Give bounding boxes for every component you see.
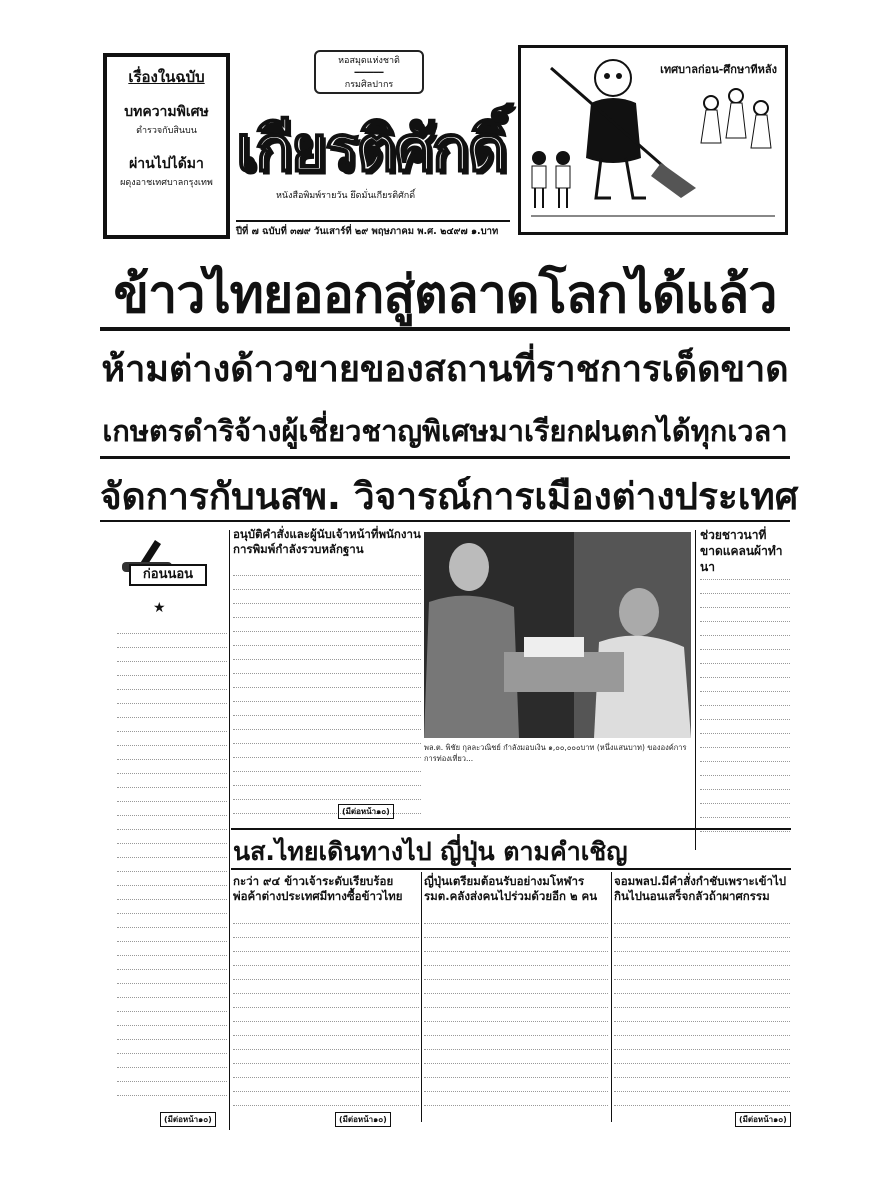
contents-item: บทความพิเศษ xyxy=(124,104,209,120)
article-headline: ช่วยชาวนาที่ขาดแคลนผ้าทำนา xyxy=(700,528,783,574)
photo-caption: พล.ต. พิชัย กุลละวณิชย์ กำลังมอบเงิน ๑,๐๐,๐๐๐บาท (หนึ่งแสนบาท) ขององค์การการท่องเที่ยว... xyxy=(424,743,687,763)
headline: จัดการกับนสพ. วิจารณ์การเมืองต่างประเทศ xyxy=(100,475,799,518)
article-headline: จอมพลป.มีคำสั่งกำชับเพราะเข้าไปกินไปนอนเสร็จกลัวถ้าผาศกรรม xyxy=(614,874,787,903)
headline: เกษตรดำริจ้างผู้เชี่ยวชาญพิเศษมาเรียกฝนตกได้ทุกเวลา xyxy=(102,414,788,448)
column-divider xyxy=(229,530,230,1130)
headline-rule xyxy=(100,456,790,459)
column-divider xyxy=(421,872,422,1122)
contents-title: เรื่องในฉบับ xyxy=(128,68,205,86)
article-text xyxy=(424,910,608,1120)
article-text xyxy=(700,566,790,846)
article-headline: ญี่ปุ่นเตรียมต้อนรับอย่างมโหฬาร รมต.คลังส่งคนไปร่วมด้วยอีก ๒ คน xyxy=(424,874,598,903)
contents-item-sub: ผดุงอาชเทศบาลกรุงเทพ xyxy=(120,178,213,188)
masthead-logo xyxy=(236,50,510,225)
main-headline: ข้าวไทยออกสู่ตลาดโลกได้แล้ว xyxy=(113,265,777,325)
article-headline: อนุบัติคำสั่งและผู้นับเจ้าหน้าที่พนักงานการพิมพ์กำลังรวบหลักฐาน xyxy=(233,527,421,556)
headline-rule xyxy=(100,520,790,522)
section-headline: นส.ไทยเดินทางไป ญี่ปุ่น ตามคำเชิญ xyxy=(233,837,628,866)
continued-label: (มีต่อหน้า๑๐) xyxy=(160,1112,216,1127)
contents-item-sub: ตำรวจกับสินบน xyxy=(136,126,197,136)
continued-label: (มีต่อหน้า๑๐) xyxy=(735,1112,791,1127)
photo-image xyxy=(424,532,691,738)
library-stamp: หอสมุดแห่งชาติ ━━━━━━ กรมศิลปากร xyxy=(314,50,424,94)
stamp-line: หอสมุดแห่งชาติ xyxy=(338,56,400,66)
column-divider xyxy=(611,872,612,1122)
column-logo xyxy=(117,534,217,594)
continued-label: (มีต่อหน้า๑๐) xyxy=(335,1112,391,1127)
section-rule xyxy=(231,828,791,830)
paper-slogan: หนังสือพิมพ์รายวัน ยึดมั่นเกียรติศักดิ์ xyxy=(276,191,416,201)
editorial-cartoon xyxy=(518,45,788,235)
article-text xyxy=(614,910,790,1120)
section-rule xyxy=(231,868,791,870)
left-column-text xyxy=(117,620,227,1120)
column-divider xyxy=(695,530,696,850)
headline-rule xyxy=(100,327,790,331)
cartoon-caption: เทศบาลก่อน-ศึกษาทีหลัง xyxy=(660,63,777,76)
article-text xyxy=(233,910,419,1120)
star-icon: ★ xyxy=(153,600,166,616)
stamp-line: กรมศิลปากร xyxy=(344,80,394,90)
column-title: ก่อนนอน xyxy=(129,564,207,586)
paper-name: เกียรติศักดิ์ xyxy=(236,112,506,185)
contents-item: ผ่านไปได้มา xyxy=(129,156,204,172)
article-headline: กะว่า ๙๔ ข้าวเจ้าระดับเรียบร้อย พ่อค้าต่างประเทศมีทางซื้อข้าวไทย xyxy=(233,874,403,903)
news-photo xyxy=(424,532,691,738)
headline: ห้ามต่างด้าวขายของสถานที่ราชการเด็ดขาด xyxy=(101,349,789,390)
contents-box xyxy=(103,53,230,239)
article-text xyxy=(233,562,421,818)
continued-label: (มีต่อหน้า๑๐) xyxy=(338,804,394,819)
issue-info: ปีที่ ๗ ฉบับที่ ๓๗๙ วันเสาร์ที่ ๒๙ พฤษภาคม พ.ศ. ๒๔๙๗ ๑.บาท xyxy=(236,220,510,239)
